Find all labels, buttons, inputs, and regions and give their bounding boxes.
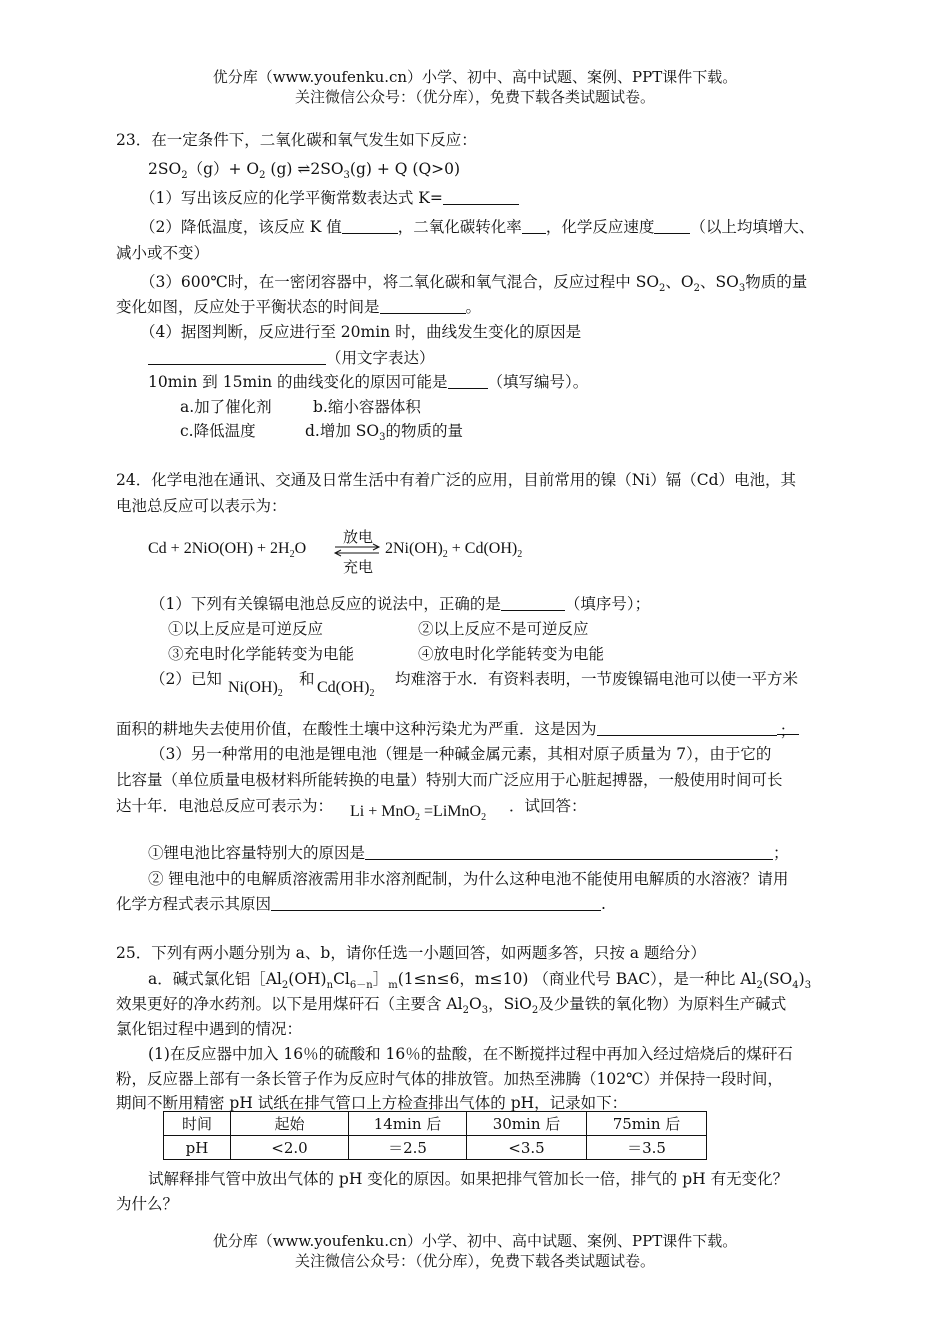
q24-sub1: ①锂电池比容量特别大的原因是 ； — [148, 844, 789, 862]
q23-part4-answer: （用文字表达） — [148, 346, 435, 368]
q24-option-2: ②以上反应不是可逆反应 — [418, 620, 589, 638]
answer-blank[interactable] — [501, 595, 565, 611]
answer-blank[interactable] — [380, 298, 466, 314]
q24-part2-a: （2）已知 — [150, 670, 222, 688]
header-line-2: 关注微信公众号：（优分库），免费下载各类试题试卷。 — [294, 88, 655, 106]
q25-b-line2: 粉，反应器上部有一条长管子作为反应时气体的排放管。加热至沸腾（102℃）并保持一段时间， — [116, 1070, 783, 1088]
answer-blank[interactable] — [522, 218, 546, 234]
q24-part3-d: ．试回答： — [509, 797, 587, 815]
q23-option-c: c.降低温度 — [180, 422, 256, 440]
q24-equation-rhs: $2Ni(OH)_2 + Cd(OH)_2$ — [385, 540, 523, 561]
q24-part2-cd: $Cd(OH)_2$ — [317, 679, 375, 700]
q25-stem: 25．下列有两小题分别为 a、b，请你任选一小题回答，如两题多答，只按 a 题给分） — [116, 944, 706, 962]
table-cell: pH — [164, 1136, 231, 1160]
table-header-cell: 14min 后 — [349, 1112, 467, 1136]
q23-part4-q2: 10min 到 15min 的曲线变化的原因可能是 （填写编号）。 — [148, 373, 589, 391]
table-header-row — [164, 1112, 707, 1136]
q24-option-1: ①以上反应是可逆反应 — [168, 620, 324, 638]
q24-lithium-equation: Li + MnO$_2$ =LiMnO$_2$ — [350, 803, 487, 824]
table-cell: ＝3.5 — [587, 1136, 707, 1160]
q23-option-b: b.缩小容器体积 — [313, 398, 421, 416]
table-cell: ＝2.5 — [349, 1136, 467, 1160]
q23-part1: （1）写出该反应的化学平衡常数表达式 K= — [140, 186, 519, 208]
q25-b-line1: (1)在反应器中加入 16％的硫酸和 16％的盐酸，在不断搅拌过程中再加入经过焙烧后的煤矸石 — [148, 1045, 793, 1063]
ph-table — [163, 1111, 707, 1160]
q23-stem: 23．在一定条件下，二氧化碳和氧气发生如下反应： — [116, 131, 477, 149]
equilibrium-arrow-icon: ⇌ — [297, 160, 311, 178]
q24-stem-2: 电池总反应可以表示为： — [116, 497, 287, 515]
q25-c-line1: 试解释排气管中放出气体的 pH 变化的原因。如果把排气管加长一倍，排气的 pH 有无变化？ — [148, 1170, 789, 1188]
reversible-arrow-icon — [333, 543, 383, 557]
q23-part3-cont: 变化如图，反应处于平衡状态的时间是 。 — [116, 298, 482, 316]
table-header-cell: 75min 后 — [587, 1112, 707, 1136]
q23-option-d: d.增加 $SO_3$的物质的量 — [305, 422, 463, 444]
answer-blank[interactable] — [148, 349, 326, 365]
answer-blank[interactable] — [271, 895, 601, 911]
answer-blank[interactable] — [443, 189, 519, 205]
q24-part1: （1）下列有关镍镉电池总反应的说法中，正确的是 （填序号）； — [150, 595, 651, 613]
table-header-cell: 30min 后 — [467, 1112, 587, 1136]
footer-line-1: 优分库（www.youfenku.cn）小学、初中、高中试题、案例、PPT课件下载。 — [212, 1232, 738, 1250]
table-cell: <3.5 — [467, 1136, 587, 1160]
q24-equation-lhs: $Cd + 2NiO(OH) + 2H_2O$ — [148, 540, 307, 561]
q24-part3-b: 比容量（单位质量电极材料所能转换的电量）特别大而广泛应用于心脏起搏器，一般使用时间可长 — [116, 771, 783, 789]
q24-part2-b: 均难溶于水．有资料表明，一节废镍镉电池可以使一平方米 — [395, 670, 799, 688]
q25-a-line1: a．碱式氯化铝$[Al_2(OH)_nCl_{6-n}]_m(1\le n\le 6$，m≤10) （商业代号 BAC），是一种比 $Al_2(SO_4)_3$ — [148, 970, 812, 992]
answer-blank[interactable] — [597, 720, 777, 736]
table-row — [164, 1136, 707, 1160]
q24-option-4: ④放电时化学能转变为电能 — [418, 645, 605, 663]
answer-blank[interactable] — [365, 844, 773, 860]
answer-blank[interactable] — [448, 373, 488, 389]
q24-sub2: ② 锂电池中的电解质溶液需用非水溶剂配制，为什么这种电池不能使用电解质的水溶液？请用 — [148, 870, 789, 888]
q25-a-line2: 效果更好的净水药剂。以下是用煤矸石（主要含 $Al_2O_3$，SiO$_2$及少量铁的氧化物）为原料生产碱式 — [116, 995, 787, 1017]
q23-part4: （4）据图判断，反应进行至 20min 时，曲线发生变化的原因是 — [140, 323, 582, 341]
q23-equation: $2SO_2(g)+ O_2$ (g) $\rightleftharpoons 2SO_3(g) + Q$ (Q>0) — [148, 160, 461, 182]
q24-arrow-top-label: 放电 — [342, 528, 373, 546]
q24-part2-and: 和 — [299, 670, 315, 688]
q23-part3: （3）600℃时，在一密闭容器中，将二氧化碳和氧气混合，反应过程中 $SO_2$、$O_2$、$SO_3$物质的量 — [140, 273, 808, 295]
table-header-cell: 时间 — [164, 1112, 231, 1136]
q24-sub2-cont: 化学方程式表示其原因 . — [116, 895, 606, 913]
q24-option-3: ③充电时化学能转变为电能 — [168, 645, 355, 663]
answer-blank[interactable] — [342, 218, 398, 234]
table-cell: <2.0 — [231, 1136, 349, 1160]
footer-line-2: 关注微信公众号：（优分库），免费下载各类试题试卷。 — [294, 1252, 655, 1270]
q23-part2-cont: 减小或不变） — [116, 244, 210, 262]
q23-option-a: a.加了催化剂 — [180, 398, 272, 416]
q24-part3-c: 达十年．电池总反应可表示为： — [116, 797, 334, 815]
table-header-cell: 起始 — [231, 1112, 349, 1136]
q23-part2: （2）降低温度，该反应 K 值 ，二氧化碳转化率 ，化学反应速度 （以上均填增大、 — [140, 218, 815, 236]
q24-part3-a: （3）另一种常用的电池是锂电池（锂是一种碱金属元素，其相对原子质量为 7），由于它的 — [150, 745, 772, 763]
q25-b-line3: 期间不断用精密 pH 试纸在排气管口上方检查排出气体的 pH，记录如下： — [116, 1094, 628, 1112]
q25-c-line2: 为什么？ — [116, 1195, 179, 1213]
q24-arrow-bottom-label: 充电 — [342, 558, 373, 576]
q24-part2-c: 面积的耕地失去使用价值，在酸性土壤中这种污染尤为严重．这是因为 ； — [116, 717, 799, 739]
header-line-1: 优分库（www.youfenku.cn）小学、初中、高中试题、案例、PPT课件下载。 — [212, 68, 738, 86]
answer-blank[interactable] — [654, 218, 690, 234]
q25-a-line3: 氯化铝过程中遇到的情况： — [116, 1020, 303, 1038]
q24-stem-1: 24．化学电池在通讯、交通及日常生活中有着广泛的应用，目前常用的镍（Ni）镉（Cd）电池，其 — [116, 471, 797, 489]
q24-part2-ni: $Ni(OH)_2$ — [228, 679, 283, 700]
